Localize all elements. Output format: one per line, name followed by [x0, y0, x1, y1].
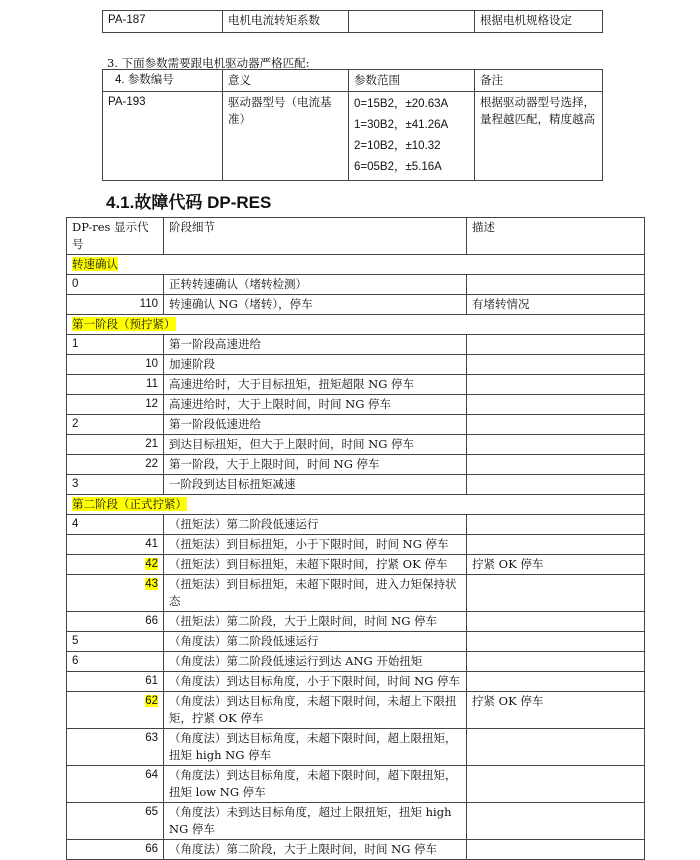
fault-code: 63 — [145, 732, 158, 744]
fault-code-cell — [67, 295, 164, 315]
fault-code: 2 — [72, 418, 79, 430]
fault-code: 21 — [145, 438, 158, 450]
range-option: 1=30B2，±41.26A — [354, 119, 449, 131]
fault-detail-cell: 高速进给时，大于目标扭矩，扭矩超限 NG 停车 — [164, 375, 467, 395]
param-remark-cell: 根据电机规格设定 — [475, 11, 603, 33]
top-param-table — [102, 10, 603, 33]
table-row — [67, 375, 645, 395]
fault-desc-cell: 拧紧 OK 停车 — [467, 692, 645, 729]
fault-code-cell — [67, 355, 164, 375]
fault-detail-cell: 第一阶段低速进给 — [164, 415, 467, 435]
table-row — [67, 692, 645, 729]
fault-code: 4 — [72, 518, 79, 530]
section-row — [67, 495, 645, 515]
table-row — [67, 729, 645, 766]
fault-code: 3 — [72, 478, 79, 490]
fault-code-cell — [67, 575, 164, 612]
fault-code-cell — [67, 803, 164, 840]
fault-desc-cell — [467, 395, 645, 415]
fault-desc-cell — [467, 515, 645, 535]
fault-code-cell — [67, 840, 164, 860]
fault-code-cell — [67, 535, 164, 555]
fault-code-cell — [67, 672, 164, 692]
fault-desc-cell — [467, 375, 645, 395]
section-title-cell — [67, 495, 645, 515]
table-row — [67, 652, 645, 672]
fault-code-cell — [67, 632, 164, 652]
fault-code-cell — [67, 729, 164, 766]
fault-code-cell — [67, 415, 164, 435]
param-meaning-cell: 驱动器型号（电流基准） — [223, 92, 349, 181]
fault-detail-cell: 高速进给时，大于上限时间，时间 NG 停车 — [164, 395, 467, 415]
fault-detail-cell: （扭矩法）第二阶段低速运行 — [164, 515, 467, 535]
fault-desc-cell — [467, 275, 645, 295]
table-row — [67, 612, 645, 632]
fault-desc-cell — [467, 475, 645, 495]
fault-code: 0 — [72, 278, 79, 290]
fault-code-cell — [67, 435, 164, 455]
fault-detail-cell: 到达目标扭矩，但大于上限时间，时间 NG 停车 — [164, 435, 467, 455]
fault-code: 66 — [145, 843, 158, 855]
header-code: DP-res 显示代号 — [67, 218, 164, 255]
section-title-cell — [67, 255, 645, 275]
fault-detail-cell: （扭矩法）第二阶段，大于上限时间，时间 NG 停车 — [164, 612, 467, 632]
section-row — [67, 255, 645, 275]
table-row — [67, 515, 645, 535]
table-row — [67, 475, 645, 495]
fault-detail-cell: （扭矩法）到目标扭矩，未超下限时间，进入力矩保持状态 — [164, 575, 467, 612]
table-row — [67, 766, 645, 803]
fault-code-cell — [67, 395, 164, 415]
fault-code: 5 — [72, 635, 79, 647]
fault-code-cell — [67, 692, 164, 729]
fault-detail-cell: （角度法）到达目标角度，未超下限时间，超下限扭矩，扭矩 low NG 停车 — [164, 766, 467, 803]
param-remark-cell: 根据驱动器型号选择，量程越匹配，精度越高 — [475, 92, 603, 181]
section-title: 第一阶段（预拧紧） — [72, 317, 176, 331]
fault-detail-cell: 正转转速确认（堵转检测） — [164, 275, 467, 295]
fault-code-cell — [67, 335, 164, 355]
fault-desc-cell — [467, 575, 645, 612]
table-header-row — [67, 218, 645, 255]
fault-code: 110 — [139, 298, 158, 310]
note-3: 3. 下面参数需要跟电机驱动器严格匹配: — [107, 56, 310, 70]
fault-desc-cell — [467, 355, 645, 375]
fault-desc-cell — [467, 840, 645, 860]
fault-code: 12 — [145, 398, 158, 410]
fault-code: 62 — [145, 695, 158, 707]
fault-code-cell — [67, 375, 164, 395]
fault-code: 6 — [72, 655, 79, 667]
fault-code: 41 — [145, 538, 158, 550]
fault-desc-cell — [467, 535, 645, 555]
fault-code: 43 — [145, 578, 158, 590]
fault-desc-cell — [467, 335, 645, 355]
fault-table-body — [67, 255, 645, 860]
fault-code-cell — [67, 652, 164, 672]
fault-desc-cell — [467, 435, 645, 455]
fault-detail-cell: （角度法）到达目标角度，未超下限时间，超上限扭矩，扭矩 high NG 停车 — [164, 729, 467, 766]
table-row — [67, 295, 645, 315]
range-option: 2=10B2，±10.32 — [354, 140, 441, 152]
table-row — [67, 335, 645, 355]
fault-code-cell — [67, 612, 164, 632]
fault-code: 66 — [145, 615, 158, 627]
fault-code: 1 — [72, 338, 79, 350]
fault-desc-cell: 拧紧 OK 停车 — [467, 555, 645, 575]
fault-detail-cell: （角度法）到达目标角度，小于下限时间，时间 NG 停车 — [164, 672, 467, 692]
fault-desc-cell — [467, 672, 645, 692]
section-title: 转速确认 — [72, 257, 118, 271]
table-row — [103, 92, 603, 181]
header-desc: 描述 — [467, 218, 645, 255]
fault-desc-cell — [467, 415, 645, 435]
fault-detail-cell: 加速阶段 — [164, 355, 467, 375]
fault-detail-cell: 转速确认 NG（堵转），停车 — [164, 295, 467, 315]
table-row — [67, 672, 645, 692]
fault-detail-cell: 一阶段到达目标扭矩减速 — [164, 475, 467, 495]
table-row — [67, 435, 645, 455]
fault-code-cell — [67, 515, 164, 535]
fault-code: 22 — [145, 458, 158, 470]
table-row — [103, 11, 603, 33]
fault-desc-cell — [467, 803, 645, 840]
fault-detail-cell: （角度法）到达目标角度，未超下限时间，未超上下限扭矩，拧紧 OK 停车 — [164, 692, 467, 729]
fault-code: 61 — [145, 675, 158, 687]
fault-desc-cell — [467, 729, 645, 766]
header-remark: 备注 — [475, 70, 603, 92]
table-row — [67, 632, 645, 652]
header-meaning: 意义 — [223, 70, 349, 92]
fault-code-cell — [67, 455, 164, 475]
table-row — [67, 535, 645, 555]
table-row — [67, 355, 645, 375]
fault-desc-cell — [467, 632, 645, 652]
fault-desc-cell — [467, 652, 645, 672]
fault-desc-cell: 有堵转情况 — [467, 295, 645, 315]
fault-detail-cell: （角度法）第二阶段低速运行到达 ANG 开始扭矩 — [164, 652, 467, 672]
param-meaning-cell: 电机电流转矩系数 — [223, 11, 349, 33]
fault-desc-cell — [467, 612, 645, 632]
fault-detail-cell: 第一阶段高速进给 — [164, 335, 467, 355]
fault-desc-cell — [467, 766, 645, 803]
range-option: 0=15B2，±20.63A — [354, 98, 449, 110]
section-title-cell — [67, 315, 645, 335]
table-row — [67, 555, 645, 575]
range-option: 6=05B2，±5.16A — [354, 161, 442, 173]
table-row — [67, 803, 645, 840]
fault-detail-cell: （扭矩法）到目标扭矩，未超下限时间，拧紧 OK 停车 — [164, 555, 467, 575]
fault-code-table — [66, 217, 645, 860]
table-row — [67, 840, 645, 860]
fault-code: 65 — [145, 806, 158, 818]
fault-code-cell — [67, 555, 164, 575]
fault-code: 64 — [145, 769, 158, 781]
fault-desc-cell — [467, 455, 645, 475]
fault-detail-cell: 第一阶段，大于上限时间，时间 NG 停车 — [164, 455, 467, 475]
table-row — [67, 575, 645, 612]
table-row — [67, 275, 645, 295]
section-row — [67, 315, 645, 335]
fault-code-cell — [67, 766, 164, 803]
table-row — [67, 455, 645, 475]
param-range-cell — [349, 11, 475, 33]
driver-param-table — [102, 69, 603, 181]
table-row — [67, 415, 645, 435]
param-range-cell — [349, 92, 475, 181]
table-header-row — [103, 70, 603, 92]
fault-detail-cell: （角度法）第二阶段，大于上限时间，时间 NG 停车 — [164, 840, 467, 860]
fault-code: 10 — [145, 358, 158, 370]
fault-code-cell — [67, 475, 164, 495]
header-param-id: 4. 参数编号 — [103, 70, 223, 92]
table-row — [67, 395, 645, 415]
fault-code: 42 — [145, 558, 158, 570]
param-id-cell: PA-193 — [103, 92, 223, 181]
fault-code: 11 — [146, 378, 158, 390]
fault-detail-cell: （角度法）未到达目标角度，超过上限扭矩，扭矩 high NG 停车 — [164, 803, 467, 840]
section-title: 第二阶段（正式拧紧） — [72, 497, 187, 511]
fault-detail-cell: （扭矩法）到目标扭矩，小于下限时间，时间 NG 停车 — [164, 535, 467, 555]
header-detail: 阶段细节 — [164, 218, 467, 255]
param-id-cell: PA-187 — [103, 11, 223, 33]
fault-code-cell — [67, 275, 164, 295]
fault-detail-cell: （角度法）第二阶段低速运行 — [164, 632, 467, 652]
section-heading: 4.1.故障代码 DP-RES — [106, 193, 272, 212]
header-range: 参数范围 — [349, 70, 475, 92]
